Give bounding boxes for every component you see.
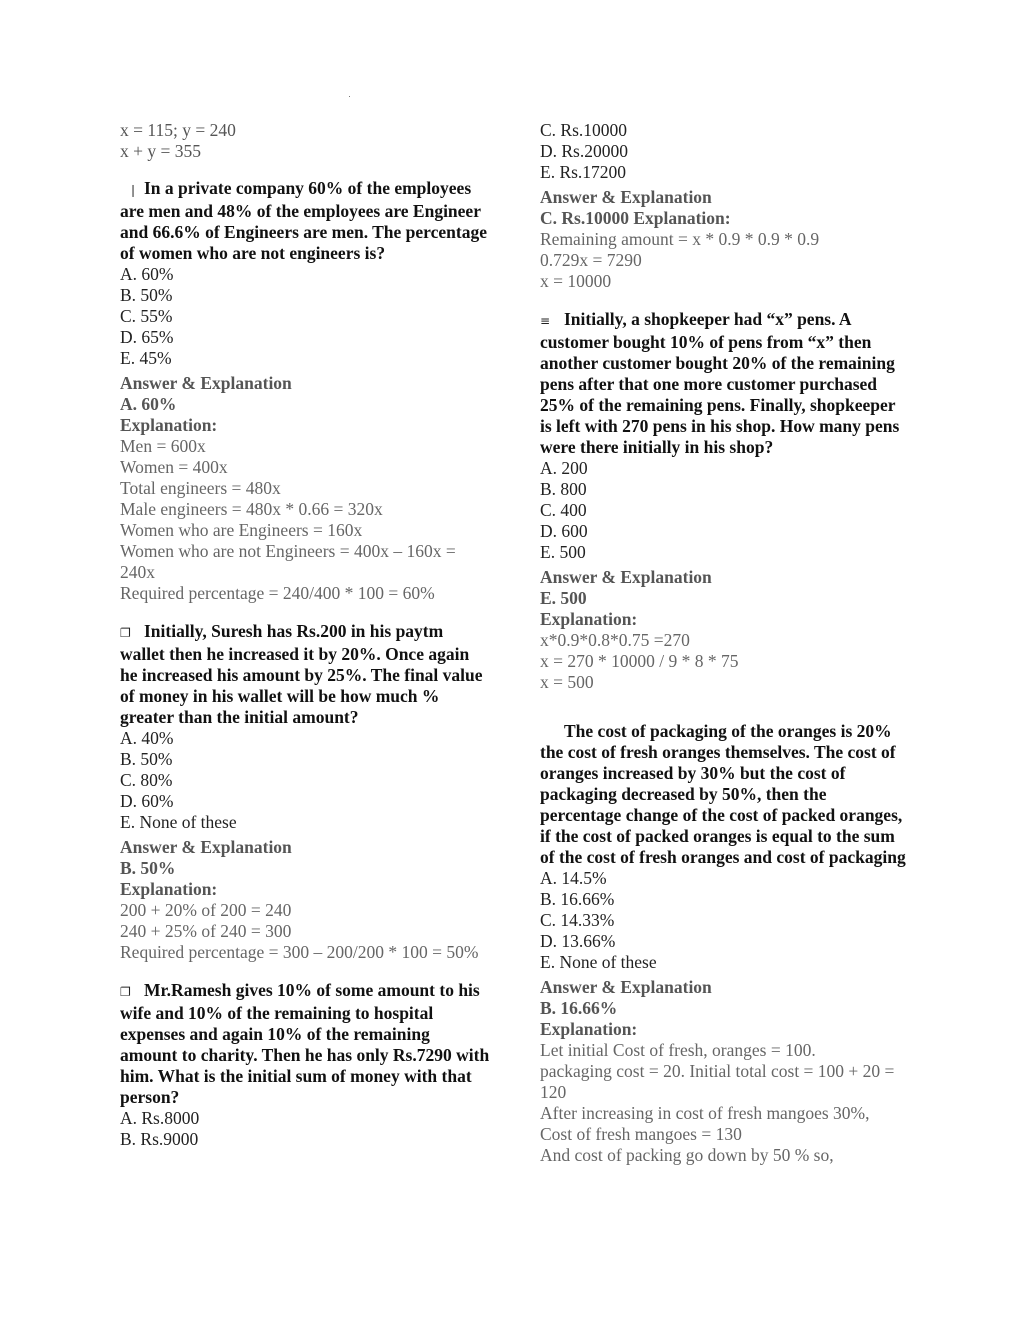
answer-value: E. 500 (540, 588, 587, 608)
explanation-line: Women = 400x (120, 457, 228, 477)
explanation-line: Remaining amount = x * 0.9 * 0.9 * 0.9 (540, 229, 820, 249)
option: B. 50% (120, 749, 173, 769)
option: C. Rs.10000 (540, 120, 628, 140)
question-body: Initially, a shopkeeper had “x” pens. A customer bought 10% of pens from “x” then another customer bought 20% of the remaining pens after that one more customer purchased 25% of the remaining pens. Finally, shopkeeper is left with 270 pens in his shop. How many pens were there initially in his shop? (540, 309, 900, 457)
option: C. 80% (120, 770, 173, 790)
bullet-icon: ❐ (120, 985, 131, 999)
explanation-line: x = 270 * 10000 / 9 * 8 * 75 (540, 651, 739, 671)
option: D. 65% (120, 327, 174, 347)
explanation-line: Women who are Engineers = 160x (120, 520, 363, 540)
explanation-line: Required percentage = 300 – 200/200 * 100 = 50% (120, 942, 479, 962)
option: E. None of these (120, 812, 237, 832)
answer-heading: Answer & Explanation (540, 977, 712, 997)
carryover-line: x = 115; y = 240 (120, 120, 236, 140)
bullet-icon: ❘ (128, 183, 139, 197)
carryover-line: x + y = 355 (120, 141, 201, 161)
question-text (120, 178, 490, 264)
option: D. 13.66% (540, 931, 616, 951)
question-body: The cost of packaging of the oranges is 20% the cost of fresh oranges themselves. The cost of oranges increased by 30% but the cost of packaging decreased by 50%, then the percentage change of the cost of packed oranges, if the cost of packed oranges is equal to the sum of the cost of fresh oranges and cost of packaging (540, 721, 906, 867)
option: D. 600 (540, 521, 588, 541)
answer-heading: Answer & Explanation (540, 567, 712, 587)
explanation-line: Total engineers = 480x (120, 478, 281, 498)
option: A. 14.5% (540, 868, 607, 888)
explanation-heading: Explanation: (540, 1019, 638, 1039)
question-text (540, 309, 910, 458)
question-text (120, 621, 490, 728)
answer-heading: Answer & Explanation (120, 373, 292, 393)
option: C. 55% (120, 306, 173, 326)
bullet-icon: ❐ (120, 626, 131, 640)
explanation-line: 0.729x = 7290 (540, 250, 642, 270)
explanation-line: x*0.9*0.8*0.75 =270 (540, 630, 690, 650)
option: C. 14.33% (540, 910, 615, 930)
option: C. 400 (540, 500, 587, 520)
option: D. 60% (120, 791, 174, 811)
explanation-line: x = 10000 (540, 271, 612, 291)
option: D. Rs.20000 (540, 141, 628, 161)
explanation-line: Male engineers = 480x * 0.66 = 320x (120, 499, 383, 519)
question-text (120, 980, 490, 1108)
option: B. 16.66% (540, 889, 615, 909)
explanation-line: 200 + 20% of 200 = 240 (120, 900, 292, 920)
option: B. Rs.9000 (120, 1129, 199, 1149)
explanation-line: Required percentage = 240/400 * 100 = 60% (120, 583, 435, 603)
explanation-line: After increasing in cost of fresh mangoes 30%, (540, 1103, 870, 1123)
option: A. 60% (120, 264, 174, 284)
explanation-line: packaging cost = 20. Initial total cost = 100 + 20 = 120 (540, 1061, 895, 1102)
question-body: Initially, Suresh has Rs.200 in his paytm wallet then he increased it by 20%. Once again he increased his amount by 25%. The final value of money in his wallet will be how much % greater than the initial amount? (120, 621, 483, 727)
option: A. 40% (120, 728, 174, 748)
answer-value: A. 60% (120, 394, 177, 414)
option: E. Rs.17200 (540, 162, 627, 182)
explanation-line: Women who are not Engineers = 400x – 160x = 240x (120, 541, 456, 582)
explanation-line: Cost of fresh mangoes = 130 (540, 1124, 742, 1144)
question-body: In a private company 60% of the employees are men and 48% of the employees are Engineer and 66.6% of Engineers are men. The percentage of women who are not engineers is? (120, 178, 487, 263)
explanation-heading: Explanation: (120, 879, 218, 899)
answer-value: B. 50% (120, 858, 176, 878)
option: A. Rs.8000 (120, 1108, 200, 1128)
answer-value: B. 16.66% (540, 998, 618, 1018)
option: B. 800 (540, 479, 587, 499)
answer-heading: Answer & Explanation (120, 837, 292, 857)
right-column (540, 120, 910, 1166)
option: E. None of these (540, 952, 657, 972)
left-column (120, 120, 490, 1150)
explanation-line: Men = 600x (120, 436, 206, 456)
option: E. 500 (540, 542, 586, 562)
question-text (540, 721, 910, 868)
answer-value: C. Rs.10000 Explanation: (540, 208, 731, 228)
explanation-line: Let initial Cost of fresh, oranges = 100. (540, 1040, 816, 1060)
explanation-line: x = 500 (540, 672, 594, 692)
explanation-line: And cost of packing go down by 50 % so, (540, 1145, 834, 1165)
option: B. 50% (120, 285, 173, 305)
option: A. 200 (540, 458, 588, 478)
option: E. 45% (120, 348, 172, 368)
explanation-heading: Explanation: (120, 415, 218, 435)
page-mark (349, 96, 350, 97)
bullet-icon: ≡ (540, 314, 551, 328)
explanation-line: 240 + 25% of 240 = 300 (120, 921, 292, 941)
answer-heading: Answer & Explanation (540, 187, 712, 207)
explanation-heading: Explanation: (540, 609, 638, 629)
question-body: Mr.Ramesh gives 10% of some amount to his wife and 10% of the remaining to hospital expenses and again 10% of the remaining amount to charity. Then he has only Rs.7290 with him. What is the initial sum of money with that person? (120, 980, 490, 1107)
